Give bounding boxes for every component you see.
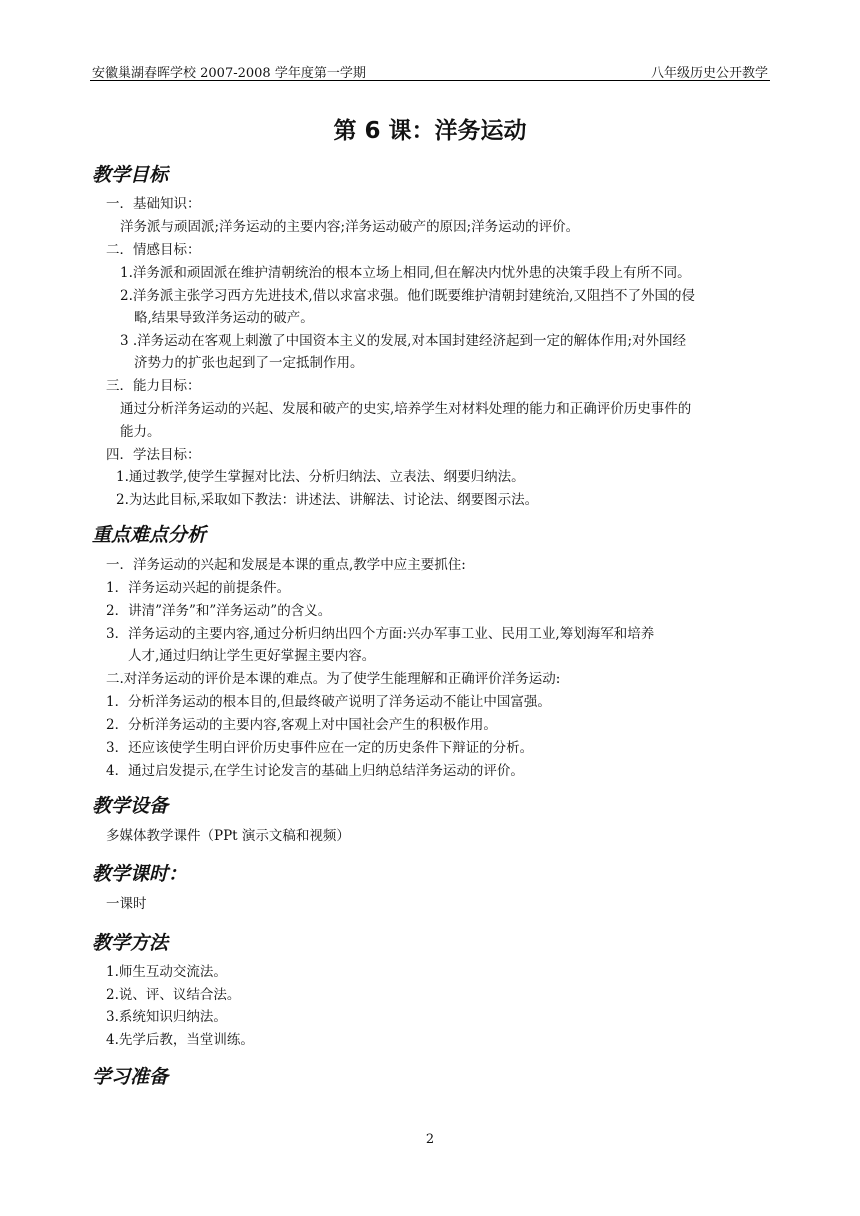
page-number: 2 xyxy=(425,1132,435,1147)
goals-line: 洋务派与顽固派;洋务运动的主要内容;洋务运动破产的原因;洋务运动的评价。 xyxy=(120,219,580,235)
section-heading-goals: 教学目标 xyxy=(92,164,169,186)
keypoints-line: 4．通过启发提示,在学生讨论发言的基础上归纳总结洋务运动的评价。 xyxy=(106,763,524,779)
methods-line: 2.说、评、议结合法。 xyxy=(106,987,241,1003)
section-heading-hours: 教学课时： xyxy=(92,863,188,885)
goals-line: 略,结果导致洋务运动的破产。 xyxy=(134,310,314,326)
keypoints-line: 3．洋务运动的主要内容,通过分析归纳出四个方面:兴办军事工业、民用工业,筹划海军和培养 xyxy=(106,626,655,642)
section-heading-equipment: 教学设备 xyxy=(92,795,169,817)
goals-line: 2.为达此目标,采取如下教法：讲述法、讲解法、讨论法、纲要图示法。 xyxy=(116,492,539,508)
goals-line: 1.洋务派和顽固派在维护清朝统治的根本立场上相同,但在解决内忧外患的决策手段上有所不同。 xyxy=(120,265,691,281)
goals-line: 一．基础知识： xyxy=(106,196,201,212)
header-right-text: 八年级历史公开教学 xyxy=(650,66,768,81)
goals-line: 1.通过教学,使学生掌握对比法、分析归纳法、立表法、纲要归纳法。 xyxy=(116,469,525,485)
section-heading-methods: 教学方法 xyxy=(92,932,169,954)
goals-line: 能力。 xyxy=(120,424,161,440)
keypoints-line: 2．分析洋务运动的主要内容,客观上对中国社会产生的积极作用。 xyxy=(106,717,497,733)
hours-line: 一课时 xyxy=(106,896,147,912)
methods-line: 4.先学后教，当堂训练。 xyxy=(106,1032,254,1048)
equipment-line: 多媒体教学课件（PPt 演示文稿和视频） xyxy=(106,828,350,844)
keypoints-line: 1．分析洋务运动的根本目的,但最终破产说明了洋务运动不能让中国富强。 xyxy=(106,694,551,710)
goals-line: 3 .洋务运动在客观上刺激了中国资本主义的发展,对本国封建经济起到一定的解体作用;对外国经 xyxy=(120,333,687,349)
keypoints-line: 二.对洋务运动的评价是本课的难点。为了使学生能理解和正确评价洋务运动: xyxy=(106,671,561,687)
goals-line: 2.洋务派主张学习西方先进技术,借以求富求强。他们既要维护清朝封建统治,又阻挡不了外国的侵 xyxy=(120,288,695,304)
goals-line: 济势力的扩张也起到了一定抵制作用。 xyxy=(134,355,364,371)
keypoints-line: 人才,通过归纳让学生更好掌握主要内容。 xyxy=(128,648,376,664)
section-heading-prep: 学习准备 xyxy=(92,1066,169,1088)
lesson-title: 第 6 课：洋务运动 xyxy=(333,118,527,144)
keypoints-line: 1．洋务运动兴起的前提条件。 xyxy=(106,580,291,596)
section-heading-keypoints: 重点难点分析 xyxy=(92,524,207,546)
goals-line: 三．能力目标： xyxy=(106,378,201,394)
keypoints-line: 一．洋务运动的兴起和发展是本课的重点,教学中应主要抓住: xyxy=(106,557,466,573)
goals-line: 四．学法目标： xyxy=(106,447,201,463)
methods-line: 3.系统知识归纳法。 xyxy=(106,1009,227,1025)
goals-line: 通过分析洋务运动的兴起、发展和破产的史实,培养学生对材料处理的能力和正确评价历史事件的 xyxy=(120,401,692,417)
header-left-text: 安徽巢湖春晖学校 2007-2008 学年度第一学期 xyxy=(92,66,366,81)
methods-line: 1.师生互动交流法。 xyxy=(106,964,227,980)
header-rule xyxy=(90,80,770,81)
goals-line: 二．情感目标： xyxy=(106,242,201,258)
keypoints-line: 2．讲清”洋务”和”洋务运动”的含义。 xyxy=(106,603,332,619)
keypoints-line: 3．还应该使学生明白评价历史事件应在一定的历史条件下辩证的分析。 xyxy=(106,740,534,756)
